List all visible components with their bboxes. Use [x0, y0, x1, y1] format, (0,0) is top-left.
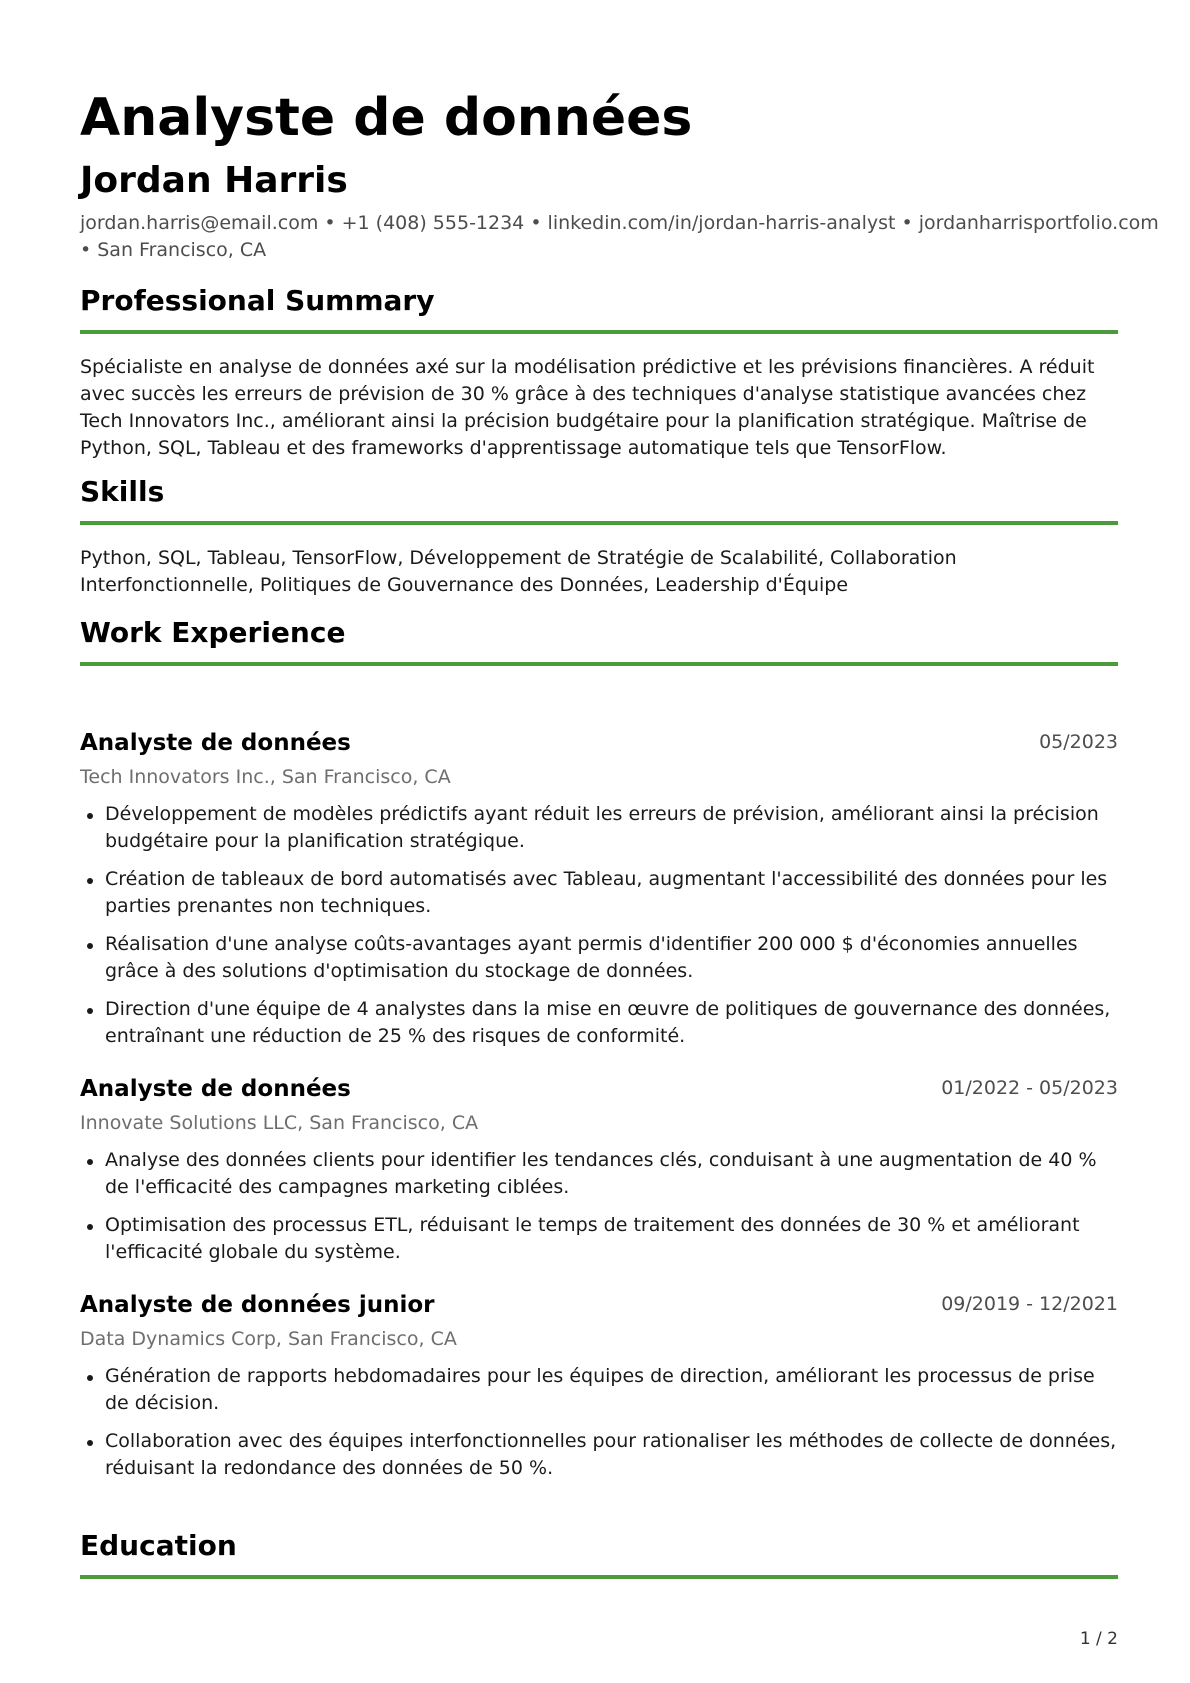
bullet-item: Analyse des données clients pour identifier les tendances clés, conduisant à une augmentation de 40 % de l'efficacité des campagnes marketing ciblées. [80, 1147, 1118, 1201]
bullet-item: Génération de rapports hebdomadaires pour les équipes de direction, améliorant les processus de prise de décision. [80, 1363, 1118, 1417]
experience-section [80, 614, 1118, 666]
candidate-name: Jordan Harris [80, 160, 348, 201]
summary-heading: Professional Summary [80, 284, 435, 317]
skills-heading: Skills [80, 475, 165, 508]
experience-heading: Work Experience [80, 616, 346, 649]
skills-text: Python, SQL, Tableau, TensorFlow, Développement de Stratégie de Scalabilité, Collaboration Interfonctionnelle, Politiques de Gouvernance des Données, Leadership d'Équipe [80, 547, 957, 596]
job-company: Data Dynamics Corp, San Francisco, CA [80, 1328, 457, 1350]
section-divider [80, 521, 1118, 525]
job-title: Analyste de données [80, 1076, 351, 1102]
bullet-item: Développement de modèles prédictifs ayant réduit les erreurs de prévision, améliorant ainsi la précision budgétaire pour la planification stratégique. [80, 801, 1118, 855]
skills-section [80, 473, 1118, 599]
bullet-item: Création de tableaux de bord automatisés avec Tableau, augmentant l'accessibilité des données pour les parties prenantes non techniques. [80, 866, 1118, 920]
page-number: 1 / 2 [1079, 1629, 1118, 1649]
bullet-item: Optimisation des processus ETL, réduisant le temps de traitement des données de 30 % et améliorant l'efficacité globale du système. [80, 1212, 1118, 1266]
job-entry [80, 1289, 1118, 1493]
job-header [80, 1073, 1118, 1107]
section-divider [80, 1575, 1118, 1579]
job-dates: 09/2019 - 12/2021 [941, 1293, 1118, 1315]
section-divider [80, 330, 1118, 334]
bullet-item: Collaboration avec des équipes interfonctionnelles pour rationaliser les méthodes de collecte de données, réduisant la redondance des données de 50 %. [80, 1428, 1118, 1482]
job-company: Innovate Solutions LLC, San Francisco, CA [80, 1112, 479, 1134]
job-dates: 05/2023 [1039, 731, 1118, 753]
bullet-item: Réalisation d'une analyse coûts-avantages ayant permis d'identifier 200 000 $ d'économies annuelles grâce à des solutions d'optimisation du stockage de données. [80, 931, 1118, 985]
job-entry [80, 1073, 1118, 1277]
education-heading: Education [80, 1529, 237, 1562]
job-bullets [80, 1147, 1118, 1266]
job-header [80, 1289, 1118, 1323]
contact-line-2: • San Francisco, CA [80, 239, 267, 261]
contact-line-1: jordan.harris@email.com • +1 (408) 555-1234 • linkedin.com/in/jordan-harris-analyst • jordanharrisportfolio.com [80, 212, 1159, 234]
job-dates: 01/2022 - 05/2023 [941, 1077, 1118, 1099]
job-title: Analyste de données junior [80, 1292, 435, 1318]
bullet-item: Direction d'une équipe de 4 analystes dans la mise en œuvre de politiques de gouvernance des données, entraînant une réduction de 25 % des risques de conformité. [80, 996, 1118, 1050]
job-bullets [80, 801, 1118, 1050]
summary-section [80, 282, 1118, 462]
section-divider [80, 662, 1118, 666]
summary-text: Spécialiste en analyse de données axé sur la modélisation prédictive et les prévisions financières. A réduit avec succès les erreurs de prévision de 30 % grâce à des techniques d'analyse statistique avancées chez Tech Innovators Inc., améliorant ainsi la précision budgétaire pour la planification stratégique. Maîtrise de Python, SQL, Tableau et des frameworks d'apprentissage automatique tels que TensorFlow. [80, 356, 1095, 459]
document-title: Analyste de données [80, 88, 693, 148]
education-section [80, 1527, 1118, 1579]
job-title: Analyste de données [80, 730, 351, 756]
job-bullets [80, 1363, 1118, 1482]
job-header [80, 727, 1118, 761]
job-entry [80, 727, 1118, 1061]
contact-info [80, 210, 1159, 264]
job-company: Tech Innovators Inc., San Francisco, CA [80, 766, 451, 788]
